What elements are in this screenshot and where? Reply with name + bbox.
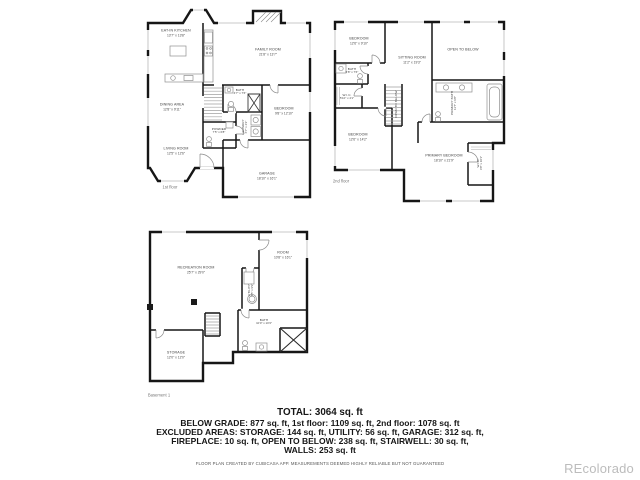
excluded-areas-line-2: FIREPLACE: 10 sq. ft, OPEN TO BELOW: 238 sq. ft, STAIRWELL: 30 sq. ft, [171,436,469,446]
room-dims: 11'2" x 19'3" [403,60,421,65]
room-label-bath-1 [234,88,247,96]
room-name: GARAGE [259,171,275,176]
room-label-bedroom-3 [348,132,367,141]
room-label-powder [212,127,227,135]
room-name: ROOM [277,250,289,255]
room-label-living-room [163,146,188,155]
room-label-family-room [255,47,281,56]
room-label-bath-2 [346,67,359,75]
disclaimer-text: FLOOR PLAN CREATED BY CUBICASA APP. MEASUREMENTS DEEMED HIGHLY RELIABLE BUT NOT GUARANTEED [195,461,445,466]
excluded-areas-line-3: WALLS: 253 sq. ft [284,445,356,455]
room-dims: 12'5" x 12'6" [166,151,186,156]
room-label-wic-right [476,156,484,170]
room-dims: 6'7" x 4'2" [244,120,249,134]
room-dims: 25'7" x 29'0" [186,270,206,275]
room-label-primary-bath [450,91,458,115]
area-summary [0,407,640,466]
room-dims: 7'5" x 6'8" [212,130,226,135]
room-dims: 12'0" x 12'0" [166,355,186,360]
room-name: SITTING ROOM [398,55,426,60]
room-name: BEDROOM [349,36,369,41]
room-name: BEDROOM [274,106,294,111]
room-label-storage [167,350,185,359]
room-label-bath-3 [256,318,272,326]
room-label-garage [257,171,277,180]
room-label-sitting-room [398,55,426,64]
room-dims: 18'10" x 21'9" [434,158,454,163]
room-label-eat-in-kitchen [161,28,191,37]
room-name: DINING AREA [159,102,185,107]
floor-label-2nd: 2nd floor [332,178,350,184]
room-label-utility [247,284,255,297]
room-name: OPEN TO BELOW [393,90,398,118]
room-label-open-to-below-stair [394,90,398,117]
room-label-laundry [241,119,249,134]
room-name: EAT-IN KITCHEN [161,28,191,33]
stairs [206,316,220,334]
room-dims: 18'10" x 16'1" [257,176,277,181]
room-label-wic-left [340,93,354,101]
room-name: LIVING ROOM [163,146,189,151]
room-label-open-to-below [447,48,478,53]
room-name: BATH [259,317,269,322]
room-dims: 12'8" x 9'11" [163,107,181,112]
room-label-bedroom-2 [349,36,368,45]
room-name: FAMILY ROOM [255,47,281,52]
room-label-bedroom-1 [274,106,293,115]
room-dims: 10'8" x 16'1" [273,255,293,260]
room-dims: 11'7" x 9'8" [453,95,458,111]
total-area: TOTAL: 3064 sq. ft [277,407,363,418]
room-label-room [274,250,292,259]
room-dims: 9'8" x 12'10" [274,111,294,116]
room-name: LAUNDRY [240,119,245,135]
room-name: PRIMARY BEDROOM [425,153,463,158]
room-dims: 4'8" x 10'1" [479,155,484,171]
room-dims: 4'7" x 7'6" [233,91,247,96]
room-name: W.I.C. [475,158,480,168]
room-name: PRIMARY BATH [449,90,454,116]
room-name: STORAGE [166,350,186,355]
room-name: BATH [347,66,357,71]
room-label-primary-bedroom [425,153,462,162]
floor-label-1st: 1st floor [162,184,178,190]
room-dims: 21'8" x 13'7" [258,52,278,57]
room-dims: 10'0" x 10'3" [256,321,272,326]
room-dims: 5'10" x 4'1" [339,96,355,101]
room-label-dining-area [160,102,184,111]
floor-areas-line: BELOW GRADE: 877 sq. ft, 1st floor: 1109 sq. ft, 2nd floor: 1078 sq. ft [180,418,460,428]
room-dims: 5'5" x 9'9" [250,283,255,297]
floor-label-basement: Basement 1 [147,392,171,398]
room-name: POWDER [211,126,227,131]
room-dims: 13'7" x 13'8" [166,33,186,38]
room-dims: 12'6" x 9'10" [349,41,369,46]
room-name: BEDROOM [348,132,368,137]
room-name: OPEN TO BELOW [447,47,479,52]
room-dims: 12'6" x 14'2" [348,137,368,142]
excluded-areas-line-1: EXCLUDED AREAS: STORAGE: 144 sq. ft, UTILITY: 56 sq. ft, GARAGE: 312 sq. ft, [156,427,484,437]
room-label-recreation-room [178,265,215,274]
room-dims: 5'8" x 7'6" [345,70,359,75]
room-name: RECREATION ROOM [177,265,215,270]
room-name: W.I.C. [342,92,352,97]
room-name: BATH [235,87,245,92]
room-name: UTILITY [246,283,251,297]
recolorado-watermark: REcolorado [564,461,634,476]
